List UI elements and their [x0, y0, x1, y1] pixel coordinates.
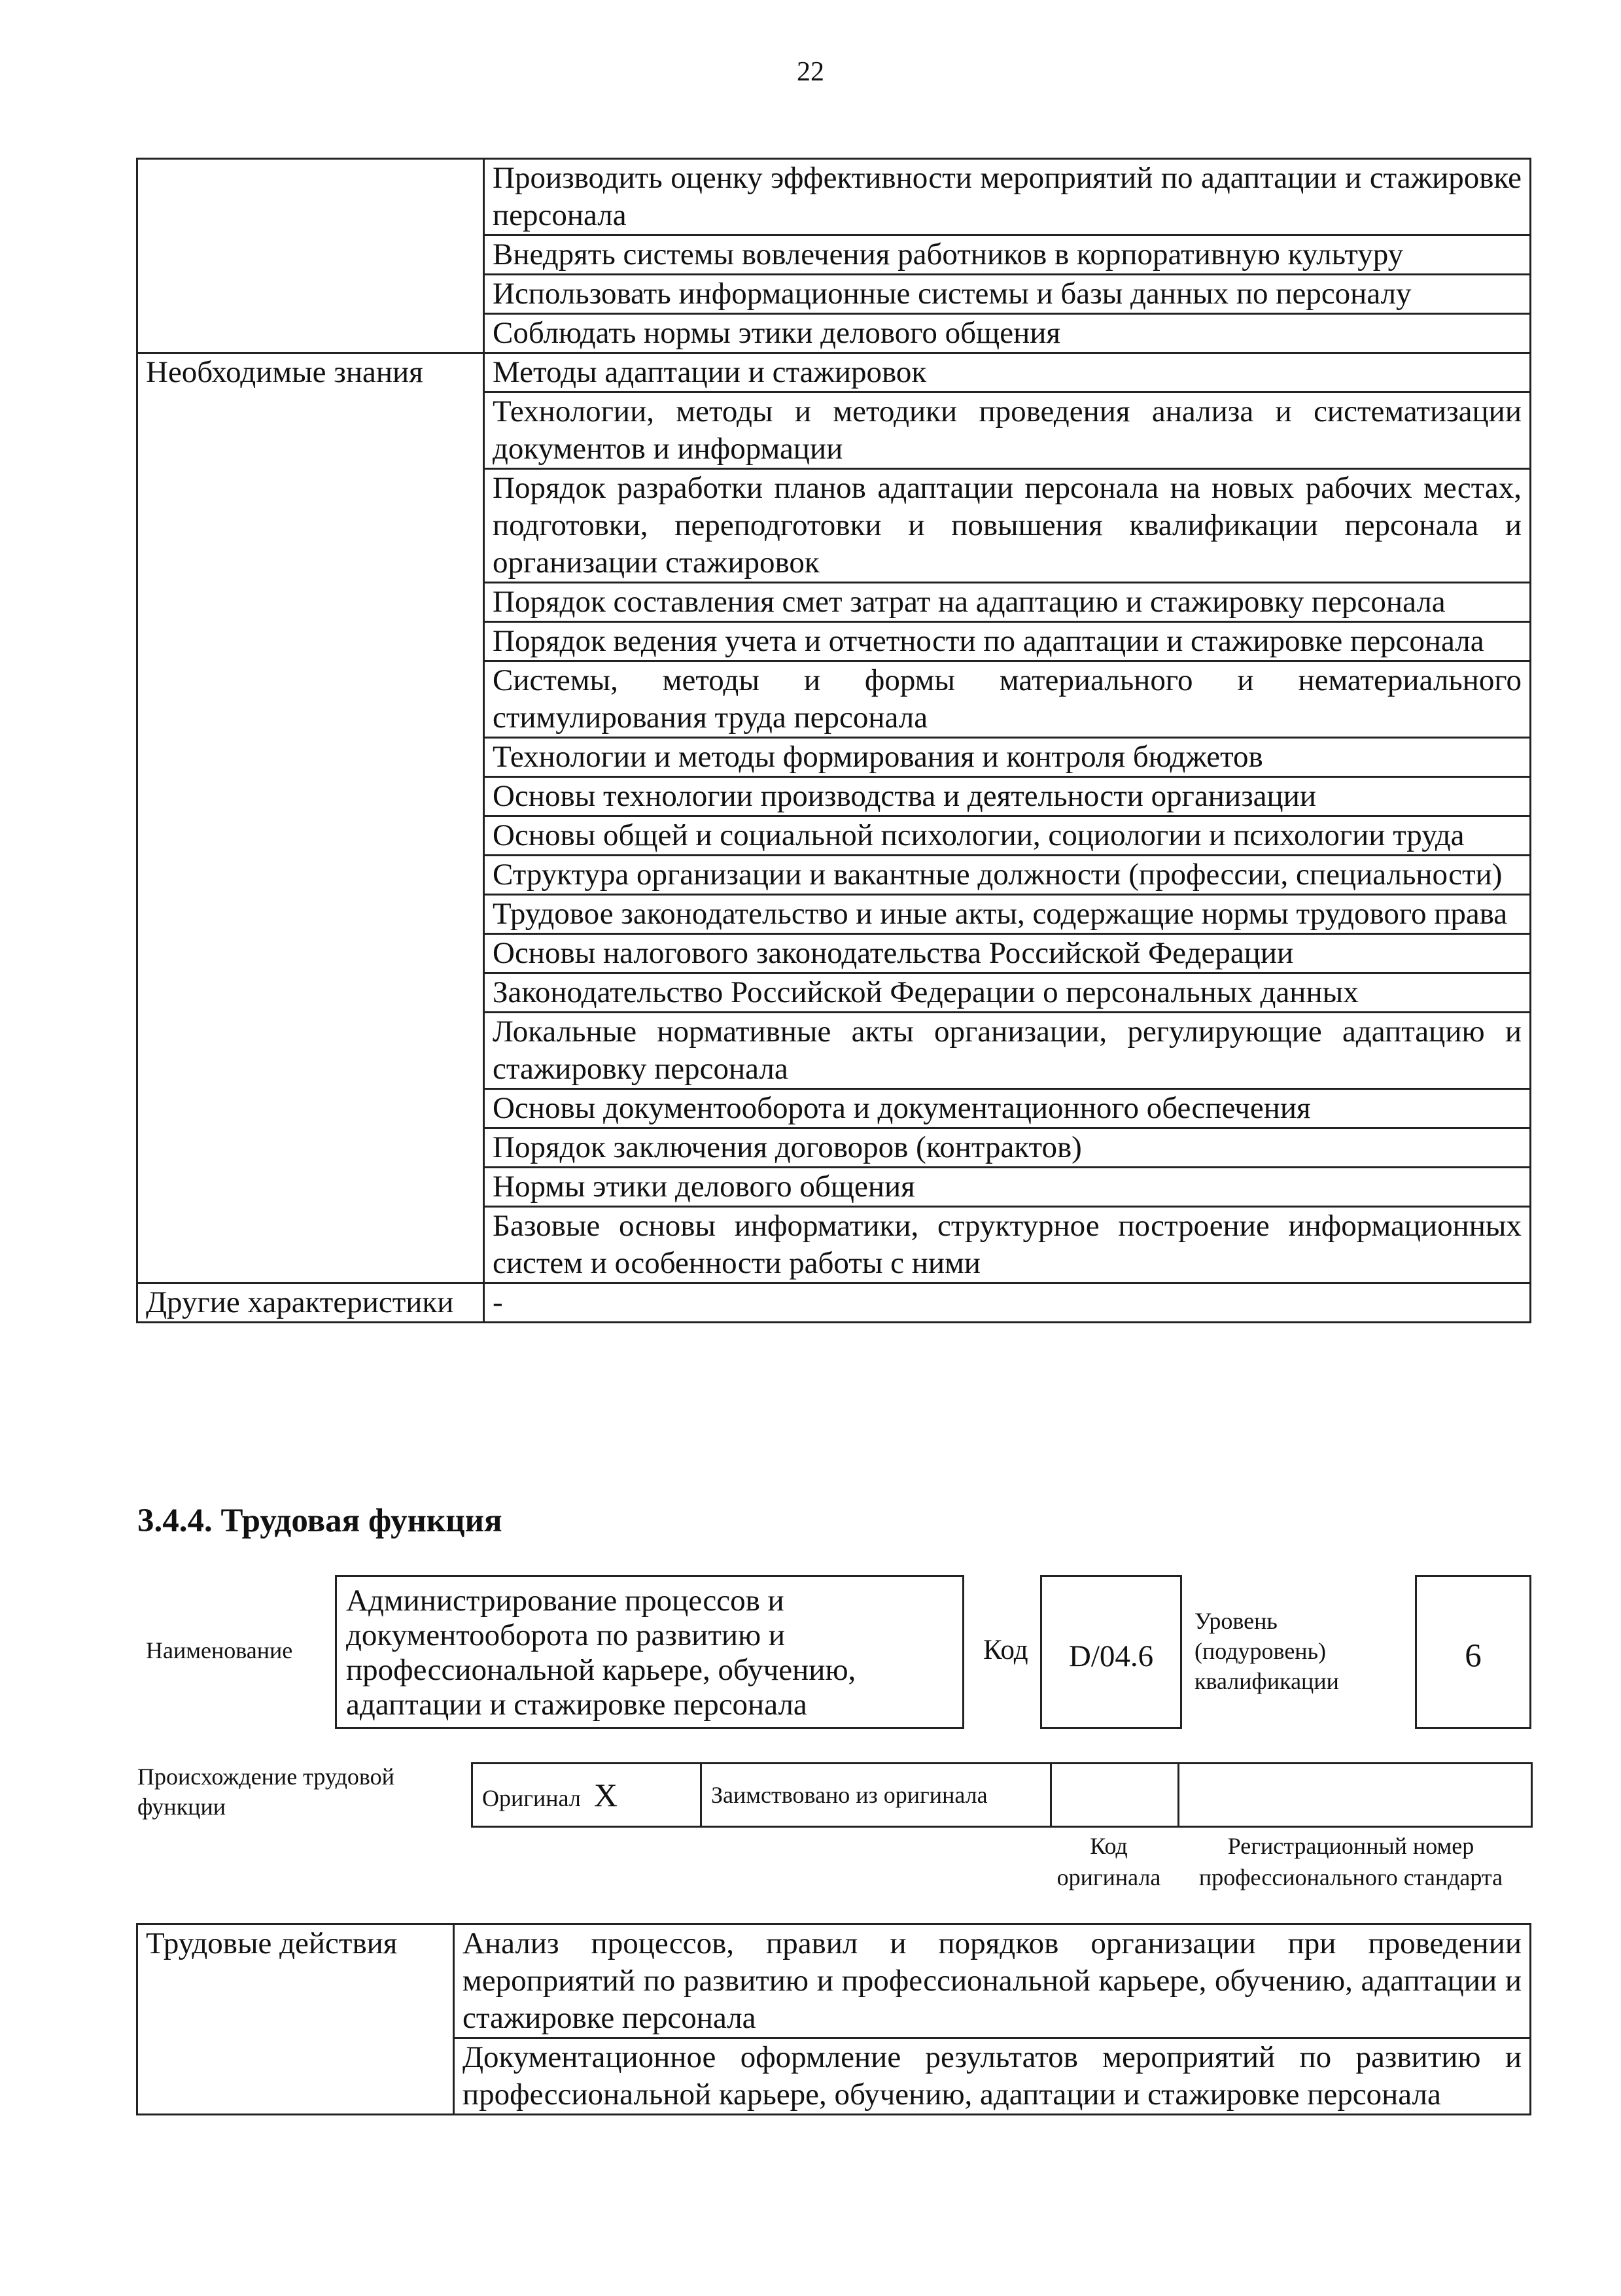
knowledge-item: Основы общей и социальной психологии, социологии и психологии труда [484, 816, 1531, 856]
knowledge-item: Технологии, методы и методики проведения анализа и систематизации документов и информации [484, 392, 1531, 469]
knowledge-item: Системы, методы и формы материального и нематериального стимулирования труда персонала [484, 661, 1531, 738]
original-code-cell [1051, 1764, 1179, 1827]
knowledge-item: Методы адаптации и стажировок [484, 353, 1531, 392]
knowledge-item: Порядок разработки планов адаптации персонала на новых рабочих местах, подготовки, переподготовки и повышения квалификации персонала и организации стажировок [484, 469, 1531, 583]
knowledge-item: Технологии и методы формирования и контроля бюджетов [484, 738, 1531, 777]
page-number: 22 [797, 57, 824, 87]
knowledge-item: Основы налогового законодательства Российской Федерации [484, 934, 1531, 973]
knowledge-item: Основы технологии производства и деятельности организации [484, 777, 1531, 816]
other-characteristics-label: Другие характеристики [137, 1283, 484, 1323]
knowledge-item: Порядок ведения учета и отчетности по адаптации и стажировке персонала [484, 622, 1531, 661]
knowledge-item: Порядок заключения договоров (контрактов) [484, 1128, 1531, 1168]
knowledge-item: Локальные нормативные акты организации, регулирующие адаптацию и стажировку персонала [484, 1013, 1531, 1089]
labor-action-item: Документационное оформление результатов мероприятий по развитию и профессиональной карьере, обучению, адаптации и стажировке персонала [454, 2038, 1531, 2115]
skills-label-cell [137, 159, 484, 353]
skill-item: Соблюдать нормы этики делового общения [484, 314, 1531, 353]
original-label: Оригинал [482, 1785, 581, 1811]
qualification-level-box: 6 [1415, 1575, 1531, 1729]
knowledge-item: Базовые основы информатики, структурное построение информационных систем и особенности работы с ними [484, 1207, 1531, 1283]
knowledge-item: Структура организации и вакантные должности (профессии, специальности) [484, 856, 1531, 895]
knowledge-item: Основы документооборота и документационного обеспечения [484, 1089, 1531, 1128]
labor-actions-table [136, 1923, 1531, 2115]
other-characteristics-value: - [484, 1283, 1531, 1323]
original-mark: X [593, 1777, 618, 1813]
labor-action-item: Анализ процессов, правил и порядков организации при проведении мероприятий по развитию и профессиональной карьере, обучению, адаптации и стажировке персонала [454, 1924, 1531, 2038]
knowledge-item: Нормы этики делового общения [484, 1168, 1531, 1207]
qualification-level-label: Уровень (подуровень) квалификации [1194, 1608, 1339, 1694]
knowledge-item: Трудовое законодательство и иные акты, содержащие нормы трудового права [484, 895, 1531, 934]
skill-item: Использовать информационные системы и базы данных по персоналу [484, 275, 1531, 314]
reg-number-label: Регистрационный номер профессионального стандарта [1198, 1833, 1503, 1890]
skill-item: Производить оценку эффективности мероприятий по адаптации и стажировке персонала [484, 159, 1531, 235]
reg-number-cell [1179, 1764, 1532, 1827]
labor-actions-label: Трудовые действия [137, 1924, 454, 2115]
function-code-box: D/04.6 [1040, 1575, 1182, 1729]
origin-label: Происхождение трудовой функции [137, 1764, 394, 1820]
code-original-label: Код оригинала [1056, 1833, 1161, 1890]
knowledge-item: Законодательство Российской Федерации о персональных данных [484, 973, 1531, 1013]
borrowed-label: Заимствовано из оригинала [701, 1764, 1051, 1827]
knowledge-label: Необходимые знания [137, 353, 484, 1283]
section-heading: 3.4.4. Трудовая функция [137, 1503, 502, 1539]
original-cell [472, 1764, 701, 1827]
function-name-box: Администрирование процессов и документооборота по развитию и профессиональной карьере, обучению, адаптации и стажировке персонала [335, 1575, 964, 1729]
knowledge-item: Порядок составления смет затрат на адаптацию и стажировку персонала [484, 583, 1531, 622]
skills-knowledge-table [136, 158, 1531, 1323]
name-label: Наименование [146, 1637, 293, 1663]
code-label: Код [983, 1635, 1028, 1665]
skill-item: Внедрять системы вовлечения работников в корпоративную культуру [484, 235, 1531, 275]
origin-table [471, 1762, 1533, 1828]
